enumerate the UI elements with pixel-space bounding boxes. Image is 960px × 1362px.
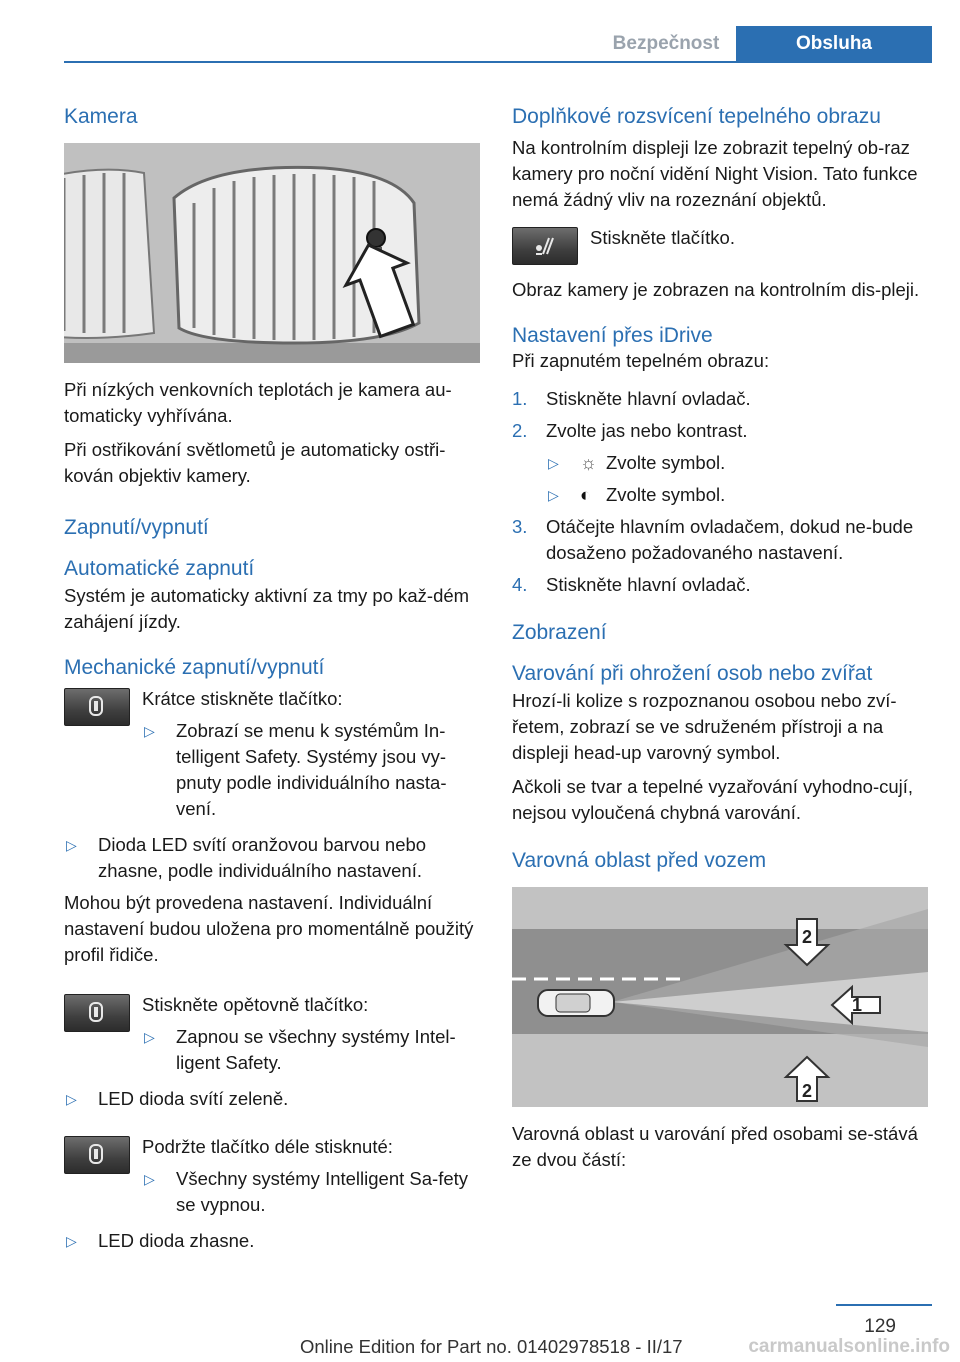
led-status-list-3 bbox=[64, 1228, 480, 1254]
grille-illustration bbox=[64, 143, 480, 363]
step-long-press bbox=[64, 1134, 480, 1224]
tab-obsluha[interactable]: Obsluha bbox=[736, 26, 932, 61]
section-title-doplnkove: Doplňkové rozsvícení tepelného obrazu bbox=[512, 105, 881, 128]
list-item: 1. Stiskněte hlavní ovladač. bbox=[512, 388, 751, 409]
step-long-press-content bbox=[142, 1134, 480, 1224]
watermark: carmanualsonline.info bbox=[748, 1336, 950, 1357]
dopl-paragraph: Na kontrolním displeji lze zobrazit tepelný ob-raz kamery pro noční vidění Night Vision. Tato funkce nemá žádný vliv na rozeznání objektů. bbox=[512, 137, 918, 210]
subsection-title-varovani: Varování při ohrožení osob nebo zvířat bbox=[512, 662, 873, 685]
subsection-title-mechanicke: Mechanické zapnutí/vypnutí bbox=[64, 656, 325, 679]
var-paragraph-2: Ačkoli se tvar a tepelné vyzařování vyhodno-cují, nejsou vyloučená chybná varování. bbox=[512, 776, 914, 823]
svg-text:2: 2 bbox=[801, 927, 813, 947]
step-press-again bbox=[64, 992, 480, 1082]
subsection-title-idrive: Nastavení přes iDrive bbox=[512, 324, 713, 347]
step-press-again-bullets bbox=[142, 1024, 480, 1076]
led-status-list-2 bbox=[64, 1086, 480, 1112]
tab-bezpecnost[interactable]: Bezpečnost bbox=[612, 32, 720, 54]
kamera-paragraph-2: Při ostřikování světlometů je automaticky ostři-kován objektiv kamery. bbox=[64, 439, 446, 486]
list-item: 3. Otáčejte hlavním ovladačem, dokud ne-bude dosaženo požadovaného nastavení. bbox=[512, 516, 914, 563]
page-number: 129 bbox=[864, 1316, 896, 1337]
night-vision-button-icon[interactable] bbox=[512, 227, 578, 265]
list-item: ▷ Dioda LED svítí oranžovou barvou nebo zhasne, podle individuálního nastavení. bbox=[64, 832, 480, 884]
idrive-steps bbox=[512, 386, 928, 598]
contrast-icon: ◐ bbox=[580, 484, 592, 505]
press-button-text: Stiskněte tlačítko. bbox=[590, 227, 735, 248]
list-item: ▷ ☼ Zvolte symbol. bbox=[546, 450, 928, 476]
step-short-press-text: Krátce stiskněte tlačítko: bbox=[142, 688, 343, 709]
list-item: 4. Stiskněte hlavní ovladač. bbox=[512, 574, 751, 595]
right-column bbox=[512, 100, 928, 1173]
intelligent-safety-button-icon[interactable] bbox=[64, 688, 130, 726]
brightness-icon: ☼ bbox=[580, 452, 597, 473]
subsection-title-automaticke: Automatické zapnutí bbox=[64, 557, 255, 580]
step-long-press-bullets bbox=[142, 1166, 480, 1218]
list-item: ▷ Zapnou se všechny systémy Intel-ligent Safety. bbox=[142, 1024, 480, 1076]
list-item: ▷ ◐ Zvolte symbol. bbox=[546, 482, 928, 508]
subsection-title-oblast: Varovná oblast před vozem bbox=[512, 849, 767, 872]
oblast-paragraph: Varovná oblast u varování před osobami se-stává ze dvou částí: bbox=[512, 1123, 918, 1170]
left-column bbox=[64, 100, 480, 1260]
step-short-press-bullets bbox=[142, 718, 480, 822]
list-item: 2. Zvolte jas nebo kontrast. ▷ ☼ Zvolte symbol. ▷ ◐ Zvolte symbol. bbox=[512, 418, 928, 508]
camera-grille-image bbox=[64, 143, 480, 363]
symbol-options bbox=[546, 450, 928, 508]
kamera-paragraph-1: Při nízkých venkovních teplotách je kamera au-tomaticky vyhřívána. bbox=[64, 379, 452, 426]
led-status-list-1 bbox=[64, 832, 480, 884]
mech-paragraph: Mohou být provedena nastavení. Individuální nastavení budou uložena pro momentálně použitý profil řidiče. bbox=[64, 892, 474, 965]
footer-rule bbox=[836, 1304, 932, 1306]
intelligent-safety-button-icon[interactable] bbox=[64, 1136, 130, 1174]
section-title-zapnuti: Zapnutí/vypnutí bbox=[64, 516, 209, 539]
intelligent-safety-button-icon[interactable] bbox=[64, 994, 130, 1032]
step-short-press-content bbox=[142, 686, 480, 828]
list-item: ▷ LED dioda svítí zeleně. bbox=[64, 1086, 480, 1112]
step-press-again-text: Stiskněte opětovně tlačítko: bbox=[142, 994, 369, 1015]
obraz-paragraph: Obraz kamery je zobrazen na kontrolním dis-pleji. bbox=[512, 279, 920, 300]
section-title-zobrazeni: Zobrazení bbox=[512, 621, 607, 644]
header-rule bbox=[64, 61, 932, 63]
section-title-kamera: Kamera bbox=[64, 105, 138, 128]
step-night-vision bbox=[512, 227, 928, 265]
var-paragraph-1: Hrozí-li kolize s rozpoznanou osobou nebo zví-řetem, zobrazí se ve sdruženém přístroji a na displeji head-up varovný symbol. bbox=[512, 690, 897, 763]
idrive-paragraph: Při zapnutém tepelném obrazu: bbox=[512, 350, 770, 371]
svg-text:2: 2 bbox=[801, 1081, 813, 1101]
svg-text:1: 1 bbox=[851, 995, 863, 1015]
step-short-press bbox=[64, 686, 480, 828]
list-item: ▷ Zobrazí se menu k systémům In-telligent Safety. Systémy jsou vy-pnuty podle individuálního nasta-vení. bbox=[142, 718, 480, 822]
step-press-again-content bbox=[142, 992, 480, 1082]
list-item: ▷ Všechny systémy Intelligent Sa-fety se vypnou. bbox=[142, 1166, 480, 1218]
list-item: ▷ LED dioda zhasne. bbox=[64, 1228, 480, 1254]
warning-area-diagram bbox=[512, 887, 928, 1107]
auto-paragraph: Systém je automaticky aktivní za tmy po kaž-dém zahájení jízdy. bbox=[64, 585, 470, 632]
step-long-press-text: Podržte tlačítko déle stisknuté: bbox=[142, 1136, 393, 1157]
edition-footer: Online Edition for Part no. 01402978518 - II/17 bbox=[300, 1336, 683, 1357]
